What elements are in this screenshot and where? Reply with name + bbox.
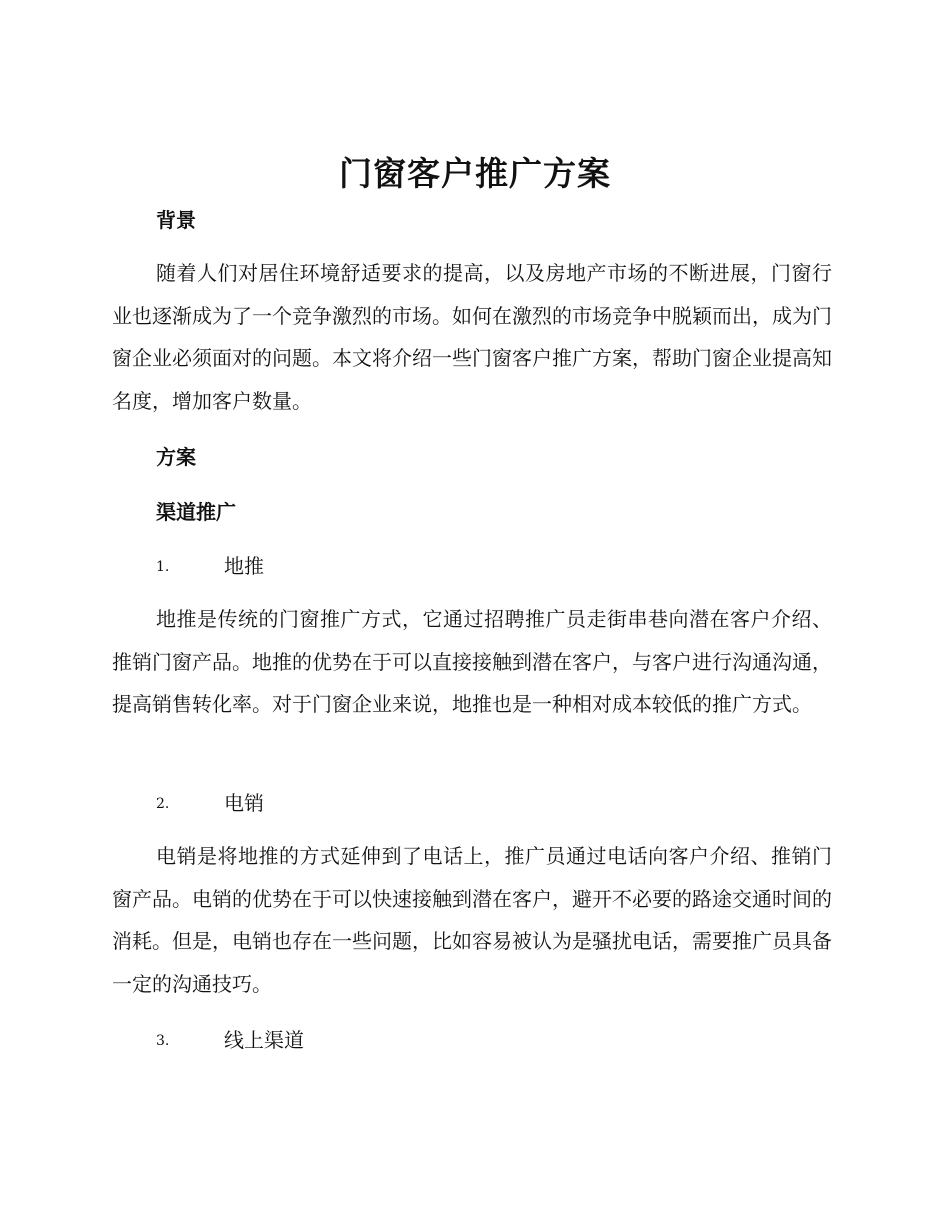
list-item-title: 电销 <box>224 791 264 815</box>
list-item-title: 线上渠道 <box>224 1028 304 1052</box>
section-heading-plan: 方案 <box>156 445 196 469</box>
ground-promotion-paragraph: 地推是传统的门窗推广方式，它通过招聘推广员走街串巷向潜在客户介绍、推销门窗产品。地推的优势在于可以直接接触到潜在客户，与客户进行沟通沟通，提高销售转化率。对于门窗企业来说，地推也是一种相对成本较低的推广方式。 <box>112 607 832 716</box>
background-paragraph: 随着人们对居住环境舒适要求的提高，以及房地产市场的不断进展，门窗行业也逐渐成为了一个竞争激烈的市场。如何在激烈的市场竞争中脱颖而出，成为门窗企业必须面对的问题。本文将介绍一些门窗客户推广方案，帮助门窗企业提高知名度，增加客户数量。 <box>112 261 832 413</box>
section-heading-channel: 渠道推广 <box>156 500 236 524</box>
telesales-paragraph: 电销是将地推的方式延伸到了电话上，推广员通过电话向客户介绍、推销门窗产品。电销的优势在于可以快速接触到潜在客户，避开不必要的路途交通时间的消耗。但是，电销也存在一些问题，比如容易被认为是骚扰电话，需要推广员具备一定的沟通技巧。 <box>112 844 832 996</box>
list-number: 3. <box>156 1033 170 1049</box>
list-item-title: 地推 <box>224 554 264 578</box>
section-heading-background: 背景 <box>156 208 196 232</box>
document-title: 门窗客户推广方案 <box>339 154 611 193</box>
list-number: 1. <box>156 559 170 575</box>
list-item-ground-promotion <box>156 551 264 582</box>
list-item-online-channel <box>156 1025 304 1056</box>
list-number: 2. <box>156 796 170 812</box>
list-item-telesales <box>156 788 264 819</box>
